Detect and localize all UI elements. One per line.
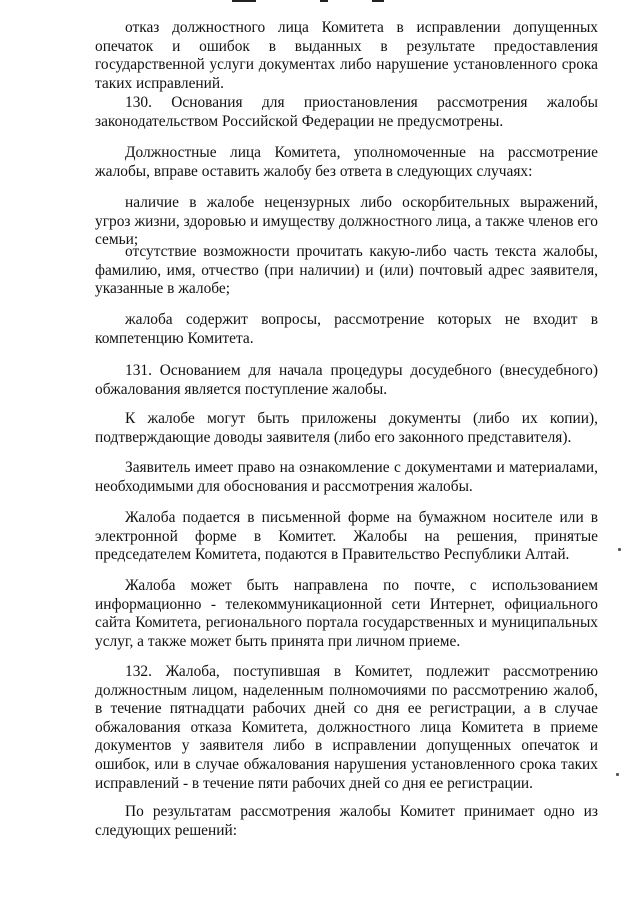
paragraph-unreadable-text: отсутствие возможности прочитать какую-либо часть текста жалобы, фамилию, имя, отчество (при наличии) и (или) почтовый адрес заявителя, указанные в жалобе;: [95, 243, 598, 298]
paragraph-sending-methods: Жалоба может быть направлена по почте, с использованием информационно - телекоммуникационной сети Интернет, официального сайта Комитета, регионального портала государственных и муниципальных услуг, а также может быть принята при личном приеме.: [95, 577, 598, 650]
scan-artifact-top-right: [372, 0, 384, 2]
paragraph-complaint-ground-refusal: отказ должностного лица Комитета в исправлении допущенных опечаток и ошибок в выданных в результате предоставления государственной услуги документах либо нарушение установленного срока таких исправлений.: [95, 19, 598, 92]
paragraph-submission-form: Жалоба подается в письменной форме на бумажном носителе или в электронной форме в Комитет. Жалобы на решения, принятые председателем Комитета, подаются в Правительство Республики Алтай.: [95, 509, 598, 564]
paragraph-attached-documents: К жалобе могут быть приложены документы (либо их копии), подтверждающие доводы заявителя (либо его законного представителя).: [95, 410, 598, 446]
paragraph-officials-may-leave-unanswered: Должностные лица Комитета, уполномоченные на рассмотрение жалобы, вправе оставить жалобу без ответа в следующих случаях:: [95, 144, 598, 180]
paragraph-review-decisions: По результатам рассмотрения жалобы Комитет принимает одно из следующих решений:: [95, 803, 598, 839]
scan-artifact-top-left: [232, 0, 256, 2]
paragraph-right-to-review: Заявитель имеет право на ознакомление с документами и материалами, необходимыми для обоснования и рассмотрения жалобы.: [95, 459, 598, 495]
paragraph-130-suspension-grounds: 130. Основания для приостановления рассмотрения жалобы законодательством Российской Федерации не предусмотрены.: [95, 94, 598, 130]
paragraph-131-procedure-start: 131. Основанием для начала процедуры досудебного (внесудебного) обжалования является поступление жалобы.: [95, 362, 598, 398]
paragraph-outside-competence: жалоба содержит вопросы, рассмотрение которых не входит в компетенцию Комитета.: [95, 311, 598, 347]
paragraph-132-review-period: 132. Жалоба, поступившая в Комитет, подлежит рассмотрению должностным лицом, наделенным полномочиями по рассмотрению жалоб, в течение пятнадцати рабочих дней со дня ее регистрации, а в случае обжалования отказа Комитета, должностного лица Комитета в приеме документов у заявителя либо в исправлении допущенных опечаток и ошибок, или в случае обжалования нарушения установленного срока таких исправлений - в течение пяти рабочих дней со дня ее регистрации.: [95, 663, 598, 792]
scan-speck-right-lower: [616, 773, 619, 776]
scan-artifact-top-center: [320, 0, 328, 2]
scan-speck-right-upper: [618, 548, 621, 551]
paragraph-obscene-language: наличие в жалобе нецензурных либо оскорбительных выражений, угроз жизни, здоровью и имуществу должностного лица, а также членов его семьи;: [95, 194, 598, 249]
